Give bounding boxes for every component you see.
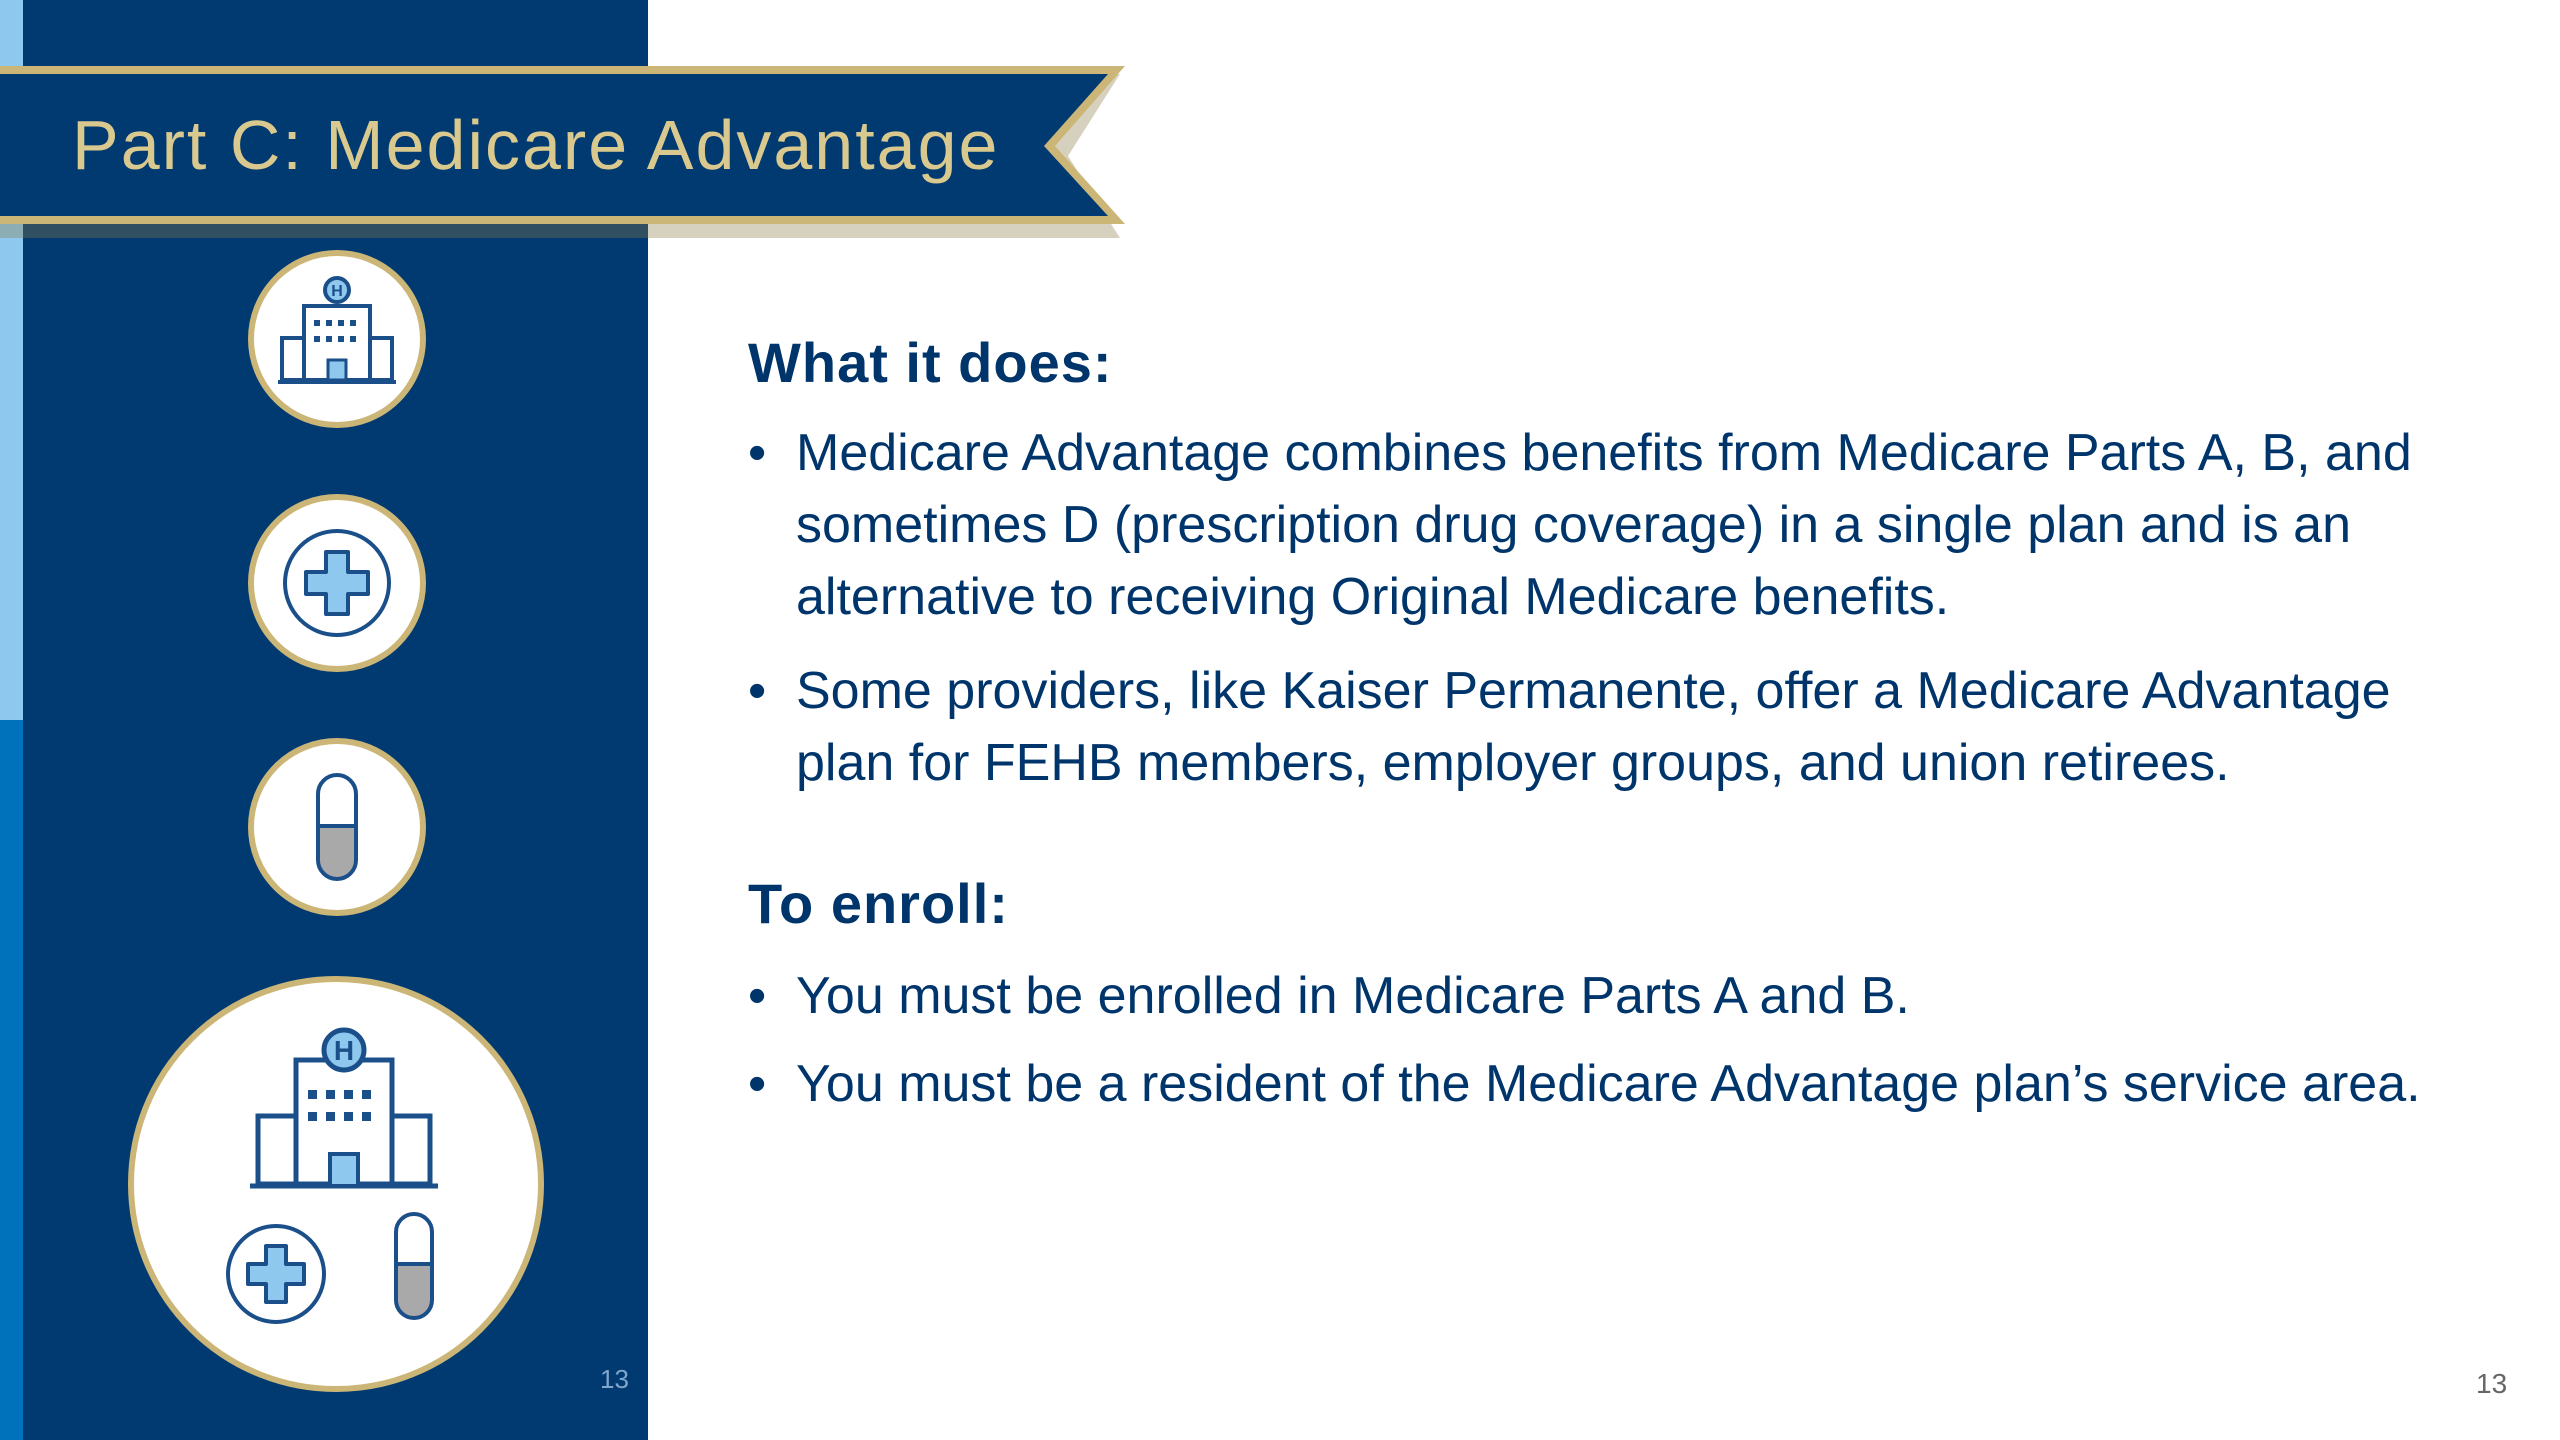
page-number-left: 13 bbox=[600, 1364, 629, 1394]
section-heading-to-enroll: To enroll: bbox=[748, 872, 1009, 935]
svg-text:H: H bbox=[331, 283, 343, 300]
list-item: • You must be a resident of the Medicare Advantage plan’s service area. bbox=[748, 1048, 2468, 1120]
bullet-list-to-enroll bbox=[748, 960, 2468, 1120]
bullet-list-what-it-does bbox=[748, 417, 2468, 799]
combined-care-icon bbox=[128, 976, 544, 1392]
list-item: • Some providers, like Kaiser Permanente, offer a Medicare Advantage plan for FEHB members, employer groups, and union retirees. bbox=[748, 655, 2468, 799]
page-number-right: 13 bbox=[2476, 1368, 2508, 1399]
main-content bbox=[748, 330, 2468, 1120]
pill-capsule-icon bbox=[248, 738, 426, 916]
accent-stripe-dark bbox=[0, 720, 23, 1440]
hospital-icon bbox=[248, 250, 426, 428]
svg-text:H: H bbox=[333, 1035, 355, 1066]
medical-cross-icon bbox=[248, 494, 426, 672]
list-item: • You must be enrolled in Medicare Parts A and B. bbox=[748, 960, 2468, 1032]
list-item: • Medicare Advantage combines benefits from Medicare Parts A, B, and sometimes D (prescription drug coverage) in a single plan and is an alternative to receiving Original Medicare benefits. bbox=[748, 417, 2468, 633]
section-heading-what-it-does: What it does: bbox=[748, 331, 1113, 394]
page-title: Part C: Medicare Advantage bbox=[72, 106, 1000, 184]
